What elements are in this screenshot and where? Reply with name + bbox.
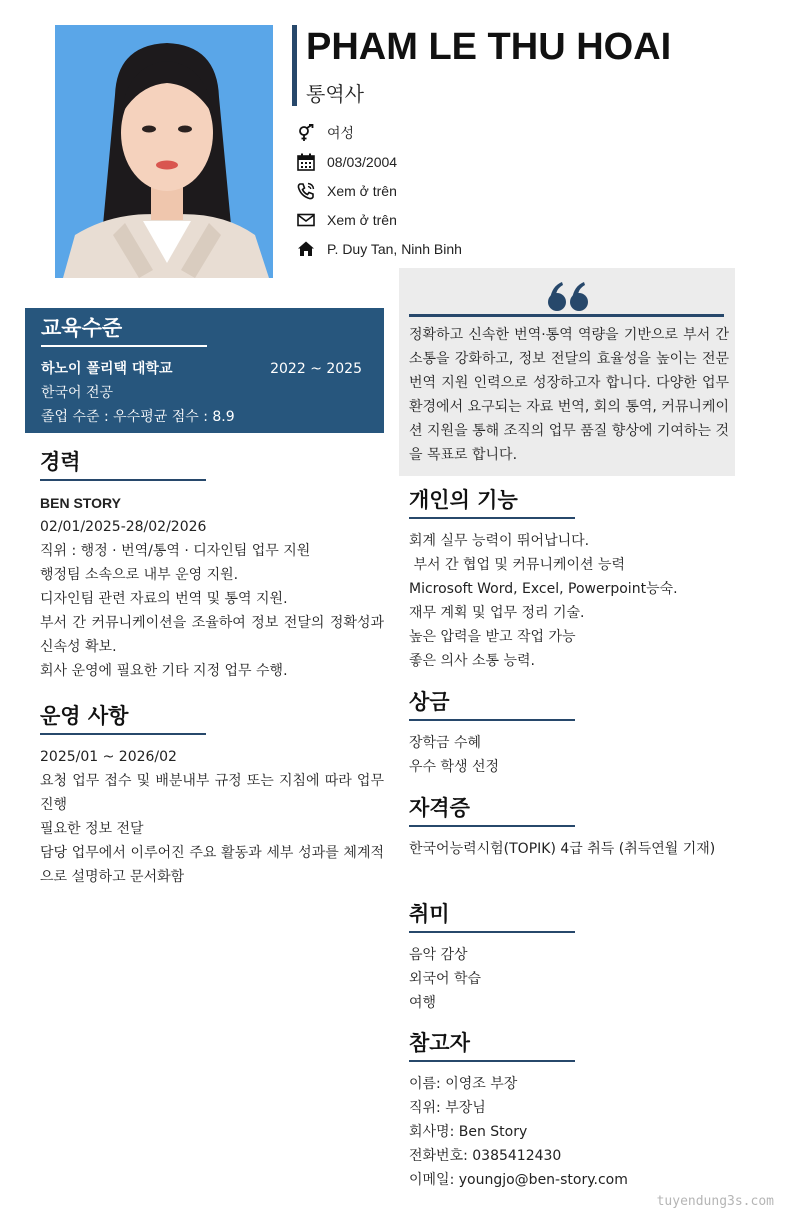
operations-title: 운영 사항 (40, 700, 206, 735)
certificates-section (409, 792, 735, 861)
skill-item: Microsoft Word, Excel, Powerpoint능숙. (409, 581, 678, 597)
hobbies-section (409, 898, 735, 1015)
education-school-row (41, 357, 368, 381)
skill-item: 재무 계획 및 업무 정리 기술. (409, 605, 585, 621)
info-phone (297, 176, 462, 205)
skill-item: 회계 실무 능력이 뛰어납니다. (409, 533, 590, 549)
job-title: 통역사 (306, 82, 364, 106)
info-address-text: P. Duy Tan, Ninh Binh (327, 240, 462, 257)
skills-section (409, 484, 735, 673)
info-email-text: Xem ở trên (327, 211, 397, 228)
reference-item: 직위: 부장님 (409, 1100, 486, 1116)
awards-section (409, 686, 735, 779)
experience-period: 02/01/2025-28/02/2026 (40, 519, 207, 535)
reference-item: 회사명: Ben Story (409, 1124, 528, 1140)
home-icon (297, 239, 327, 259)
hobby-item: 외국어 학습 (409, 971, 482, 987)
info-phone-text: Xem ở trên (327, 182, 397, 199)
experience-company: BEN STORY (40, 495, 121, 511)
experience-line: 부서 간 커뮤니케이션을 조율하여 정보 전달의 정확성과 신속성 확보. (40, 615, 384, 655)
reference-item: 전화번호: 0385412430 (409, 1148, 562, 1164)
objective-text: 정확하고 신속한 번역·통역 역량을 기반으로 부서 간 소통을 강화하고, 정보 전달의 효율성을 높이는 전문 번역 지원 인력으로 성장하고자 합니다. 다양한 업무 환경에서 요구되는 자료 번역, 회의 통역, 커뮤니케이션 지원을 통해 조직의 업무 품질 향상에 기여하는 것을 목표로 합니다. (409, 327, 729, 463)
experience-line: 회사 운영에 필요한 기타 지정 업무 수행. (40, 663, 288, 679)
experience-title: 경력 (40, 446, 206, 481)
gender-icon (297, 123, 327, 143)
experience-section (40, 446, 384, 683)
info-birthdate (297, 147, 462, 176)
phone-icon (297, 181, 327, 201)
certificate-item: 한국어능력시험(TOPIK) 4급 취득 (취득연월 기재) (409, 841, 716, 857)
candidate-name: PHAM LE THU HOAI (306, 26, 672, 68)
info-address (297, 234, 462, 263)
education-major: 한국어 전공 (41, 385, 114, 401)
info-email (297, 205, 462, 234)
quote-divider (409, 314, 724, 317)
references-section (409, 1027, 735, 1192)
experience-line: 행정팀 소속으로 내부 운영 지원. (40, 567, 239, 583)
hobbies-title: 취미 (409, 898, 575, 933)
info-gender (297, 118, 462, 147)
awards-title: 상금 (409, 686, 575, 721)
reference-item: 이메일: youngjo@ben-story.com (409, 1172, 628, 1188)
operations-line: 필요한 정보 전달 (40, 821, 144, 837)
education-section (25, 308, 384, 433)
education-school: 하노이 폴리택 대학교 (41, 361, 173, 377)
operations-section (40, 700, 384, 889)
references-title: 참고자 (409, 1027, 575, 1062)
hobby-item: 음악 감상 (409, 947, 468, 963)
education-grade: 졸업 수준 : 우수평균 점수 : 8.9 (41, 409, 235, 425)
profile-photo (55, 25, 273, 278)
skill-item: 높은 압력을 받고 작업 가능 (409, 629, 576, 645)
education-title: 교육수준 (41, 312, 207, 347)
skill-item: 좋은 의사 소통 능력. (409, 653, 535, 669)
mail-icon (297, 210, 327, 230)
quote-icon (409, 268, 729, 314)
skills-title: 개인의 기능 (409, 484, 575, 519)
award-item: 우수 학생 선정 (409, 759, 500, 775)
certificates-title: 자격증 (409, 792, 575, 827)
operations-period: 2025/01 ~ 2026/02 (40, 749, 177, 765)
skill-item: 부서 간 협업 및 커뮤니케이션 능력 (409, 557, 626, 573)
calendar-icon (297, 152, 327, 172)
operations-line: 요청 업무 접수 및 배분내부 규정 또는 지침에 따라 업무 진행 (40, 773, 384, 813)
info-gender-text: 여성 (327, 124, 355, 141)
info-birthdate-text: 08/03/2004 (327, 153, 398, 170)
experience-line: 디자인팀 관련 자료의 번역 및 통역 지원. (40, 591, 288, 607)
objective-box (399, 268, 735, 476)
watermark: tuyendung3s.com (656, 1194, 774, 1209)
experience-line: 직위 : 행정 · 번역/통역 · 디자인팀 업무 지원 (40, 543, 311, 559)
header-accent-bar (292, 25, 297, 106)
hobby-item: 여행 (409, 995, 437, 1011)
personal-info (297, 118, 462, 263)
reference-item: 이름: 이영조 부장 (409, 1076, 518, 1092)
award-item: 장학금 수혜 (409, 735, 482, 751)
operations-line: 담당 업무에서 이루어진 주요 활동과 세부 성과를 체계적으로 설명하고 문서화함 (40, 845, 384, 885)
education-period: 2022 ~ 2025 (270, 361, 362, 377)
